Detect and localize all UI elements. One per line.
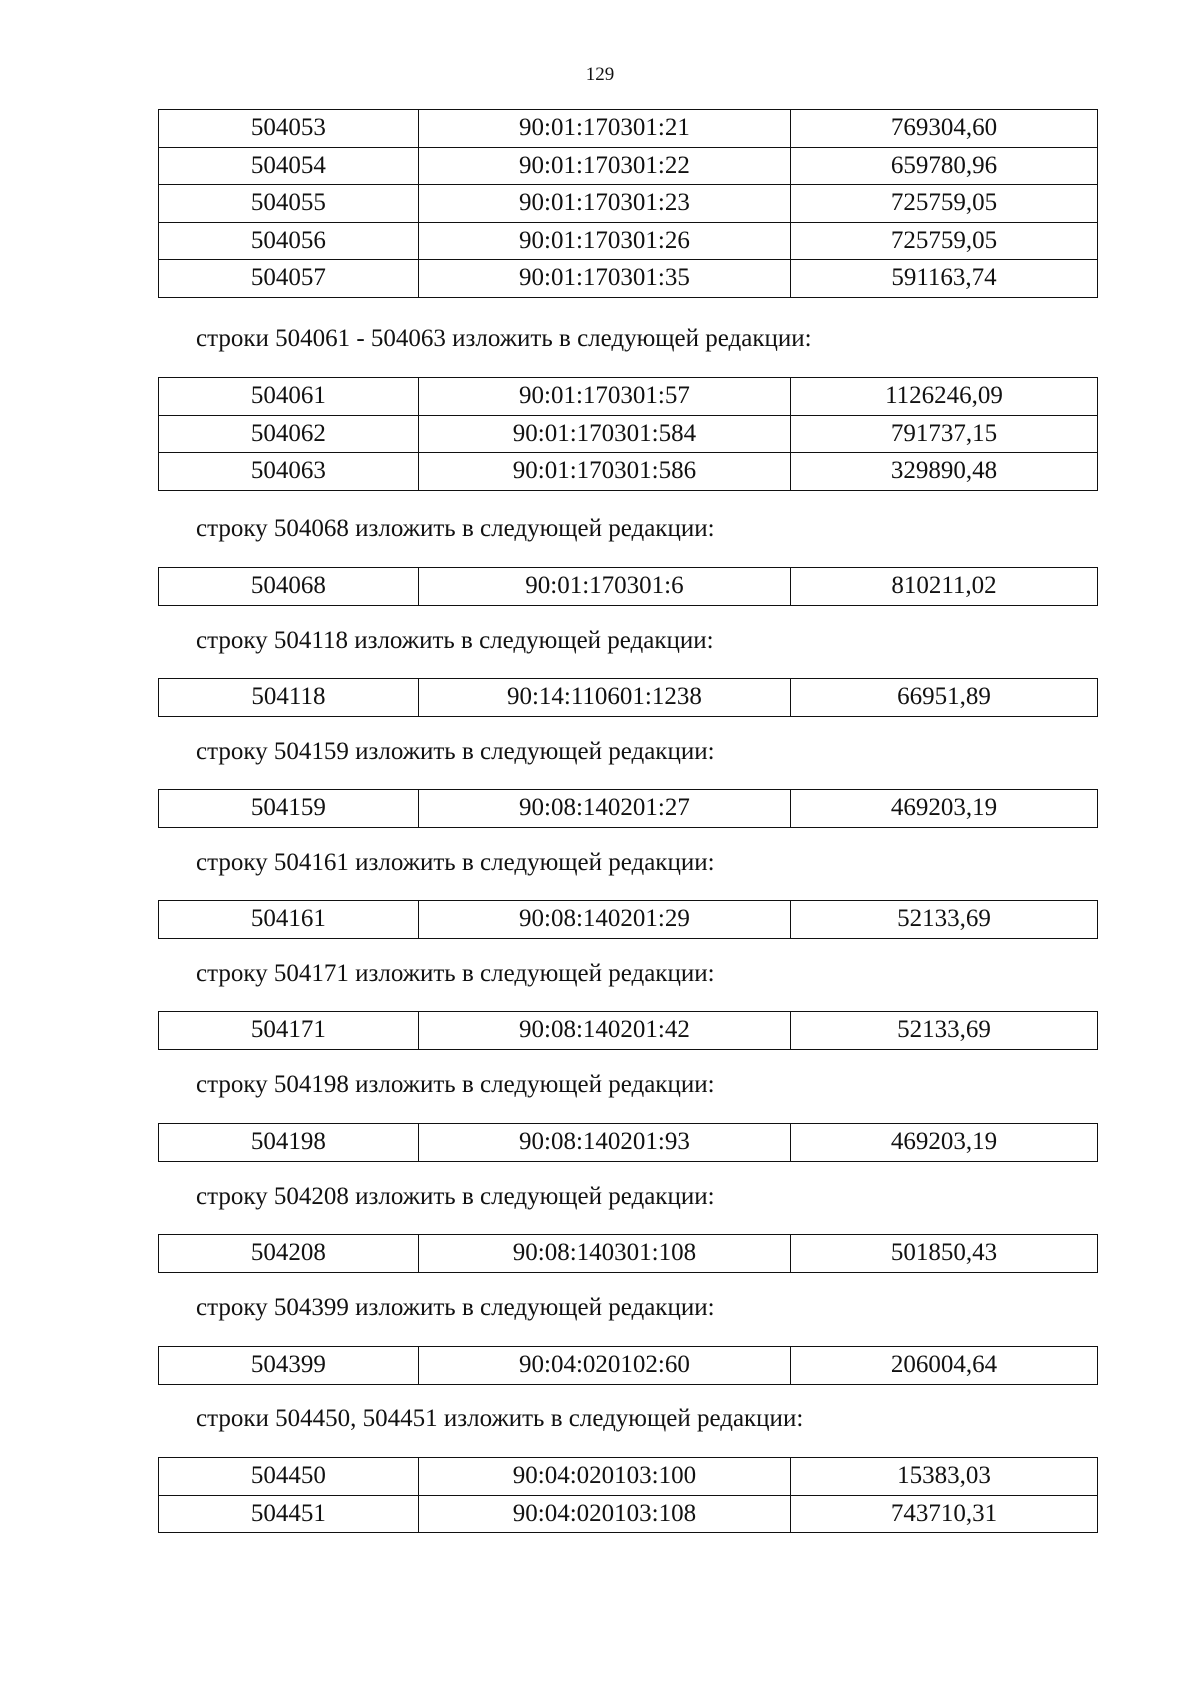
cadastral-number-cell: 90:04:020102:60: [418, 1347, 790, 1385]
value-cell: 769304,60: [791, 110, 1098, 148]
cadastral-number-cell: 90:14:110601:1238: [418, 679, 790, 717]
table-block-5: [158, 900, 1098, 939]
cadastral-number-cell: 90:01:170301:21: [418, 110, 790, 148]
row-number-cell: 504161: [159, 901, 419, 939]
row-number-cell: 504450: [159, 1458, 419, 1496]
cadastral-number-cell: 90:04:020103:108: [418, 1495, 790, 1533]
cadastral-number-cell: 90:08:140201:29: [418, 901, 790, 939]
table-row: [159, 1124, 1098, 1162]
section-caption: строку 504171 изложить в следующей редакции:: [196, 960, 715, 987]
page-number: 129: [585, 64, 615, 85]
table-row: [159, 1458, 1098, 1496]
table-row: [159, 679, 1098, 717]
amendment-table: [158, 678, 1098, 717]
table-block-3: [158, 678, 1098, 717]
table-block-9: [158, 1346, 1098, 1385]
table-block-7: [158, 1123, 1098, 1162]
cadastral-number-cell: 90:01:170301:6: [418, 568, 790, 606]
table-row: [159, 260, 1098, 298]
table-row: [159, 453, 1098, 491]
row-number-cell: 504068: [159, 568, 419, 606]
row-number-cell: 504055: [159, 185, 419, 223]
value-cell: 725759,05: [791, 185, 1098, 223]
row-number-cell: 504451: [159, 1495, 419, 1533]
table-row: [159, 222, 1098, 260]
row-number-cell: 504054: [159, 147, 419, 185]
amendment-table: [158, 1234, 1098, 1273]
cadastral-number-cell: 90:08:140201:27: [418, 790, 790, 828]
row-number-cell: 504198: [159, 1124, 419, 1162]
table-row: [159, 901, 1098, 939]
section-caption: строку 504198 изложить в следующей редакции:: [196, 1071, 715, 1098]
row-number-cell: 504056: [159, 222, 419, 260]
table-row: [159, 185, 1098, 223]
amendment-table: [158, 377, 1098, 491]
section-caption: строку 504161 изложить в следующей редакции:: [196, 849, 715, 876]
row-number-cell: 504171: [159, 1012, 419, 1050]
table-block-6: [158, 1011, 1098, 1050]
cadastral-number-cell: 90:01:170301:584: [418, 415, 790, 453]
row-number-cell: 504399: [159, 1347, 419, 1385]
row-number-cell: 504062: [159, 415, 419, 453]
value-cell: 329890,48: [791, 453, 1098, 491]
table-row: [159, 147, 1098, 185]
table-block-4: [158, 789, 1098, 828]
row-number-cell: 504057: [159, 260, 419, 298]
table-row: [159, 1235, 1098, 1273]
cadastral-number-cell: 90:08:140301:108: [418, 1235, 790, 1273]
value-cell: 52133,69: [791, 1012, 1098, 1050]
table-row: [159, 1347, 1098, 1385]
amendment-table: [158, 1011, 1098, 1050]
table-row: [159, 1012, 1098, 1050]
amendment-table: [158, 1457, 1098, 1533]
value-cell: 52133,69: [791, 901, 1098, 939]
table-block-1: [158, 377, 1098, 491]
table-block-8: [158, 1234, 1098, 1273]
row-number-cell: 504053: [159, 110, 419, 148]
row-number-cell: 504159: [159, 790, 419, 828]
section-caption: строку 504118 изложить в следующей редакции:: [196, 627, 714, 654]
amendment-table: [158, 789, 1098, 828]
table-row: [159, 568, 1098, 606]
value-cell: 66951,89: [791, 679, 1098, 717]
value-cell: 469203,19: [791, 1124, 1098, 1162]
table-row: [159, 1495, 1098, 1533]
table-row: [159, 415, 1098, 453]
cadastral-number-cell: 90:01:170301:26: [418, 222, 790, 260]
value-cell: 659780,96: [791, 147, 1098, 185]
cadastral-number-cell: 90:01:170301:57: [418, 378, 790, 416]
amendment-table: [158, 567, 1098, 606]
table-block-2: [158, 567, 1098, 606]
amendment-table: [158, 1123, 1098, 1162]
section-caption: строку 504208 изложить в следующей редакции:: [196, 1183, 715, 1210]
value-cell: 469203,19: [791, 790, 1098, 828]
section-caption: строки 504061 - 504063 изложить в следующей редакции:: [196, 325, 812, 352]
value-cell: 725759,05: [791, 222, 1098, 260]
cadastral-number-cell: 90:01:170301:23: [418, 185, 790, 223]
amendment-table: [158, 900, 1098, 939]
cadastral-number-cell: 90:08:140201:93: [418, 1124, 790, 1162]
row-number-cell: 504208: [159, 1235, 419, 1273]
value-cell: 810211,02: [791, 568, 1098, 606]
value-cell: 1126246,09: [791, 378, 1098, 416]
cadastral-number-cell: 90:08:140201:42: [418, 1012, 790, 1050]
section-caption: строку 504159 изложить в следующей редакции:: [196, 738, 715, 765]
section-caption: строку 504399 изложить в следующей редакции:: [196, 1294, 715, 1321]
value-cell: 791737,15: [791, 415, 1098, 453]
row-number-cell: 504118: [159, 679, 419, 717]
value-cell: 15383,03: [791, 1458, 1098, 1496]
cadastral-number-cell: 90:01:170301:35: [418, 260, 790, 298]
value-cell: 206004,64: [791, 1347, 1098, 1385]
cadastral-number-cell: 90:01:170301:22: [418, 147, 790, 185]
section-caption: строки 504450, 504451 изложить в следующей редакции:: [196, 1405, 804, 1432]
cadastral-number-cell: 90:04:020103:100: [418, 1458, 790, 1496]
value-cell: 501850,43: [791, 1235, 1098, 1273]
cadastral-number-cell: 90:01:170301:586: [418, 453, 790, 491]
row-number-cell: 504061: [159, 378, 419, 416]
section-caption: строку 504068 изложить в следующей редакции:: [196, 515, 715, 542]
table-row: [159, 378, 1098, 416]
row-number-cell: 504063: [159, 453, 419, 491]
table-row: [159, 790, 1098, 828]
table-row: [159, 110, 1098, 148]
amendment-table: [158, 109, 1098, 298]
amendment-table: [158, 1346, 1098, 1385]
table-block-10: [158, 1457, 1098, 1533]
value-cell: 591163,74: [791, 260, 1098, 298]
value-cell: 743710,31: [791, 1495, 1098, 1533]
table-block-0: [158, 109, 1098, 298]
